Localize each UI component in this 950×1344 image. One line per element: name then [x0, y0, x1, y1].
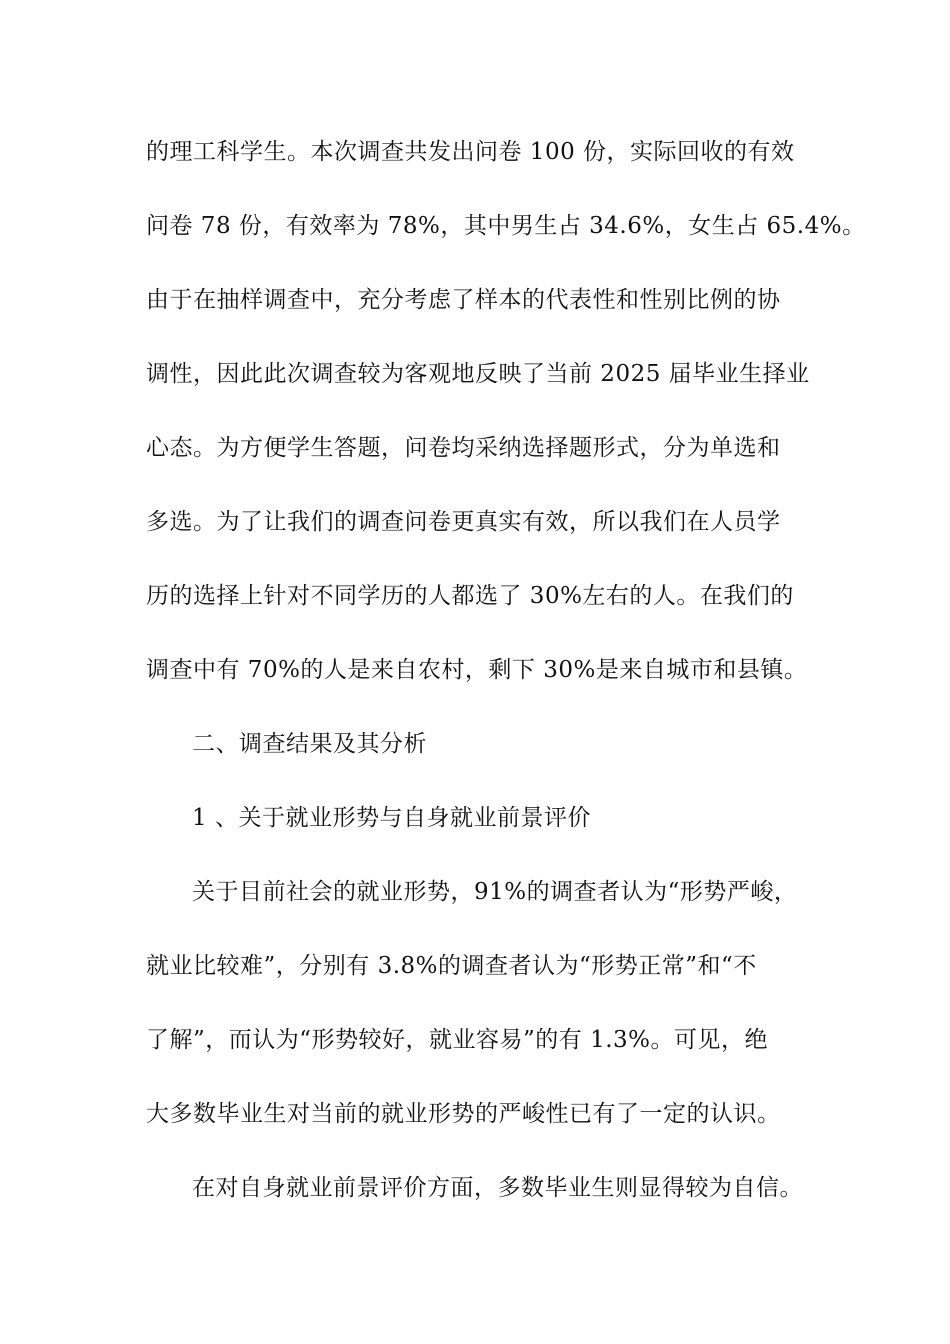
paragraph-line: 就业比较难”，分别有 3.8%的调查者认为“形势正常”和“不: [146, 953, 757, 979]
paragraph-line: 大多数毕业生对当前的就业形势的严峻性已有了一定的认识。: [146, 1101, 781, 1127]
paragraph-line: 调性，因此此次调查较为客观地反映了当前 2025 届毕业生择业: [146, 361, 810, 387]
paragraph-line: 历的选择上针对不同学历的人都选了 30%左右的人。在我们的: [146, 583, 794, 609]
paragraph-line: 调查中有 70%的人是来自农村，剩下 30%是来自城市和县镇。: [146, 657, 808, 683]
paragraph-line: 多选。为了让我们的调查问卷更真实有效，所以我们在人员学: [146, 509, 781, 535]
subsection-heading: 1 、关于就业形势与自身就业前景评价: [192, 805, 591, 831]
paragraph-line: 的理工科学生。本次调查共发出问卷 100 份，实际回收的有效: [146, 139, 795, 165]
paragraph-line: 关于目前社会的就业形势，91%的调查者认为“形势严峻，: [192, 879, 798, 905]
paragraph-line: 了解”，而认为“形势较好，就业容易”的有 1.3%。可见，绝: [146, 1027, 769, 1053]
paragraph-line: 心态。为方便学生答题，问卷均采纳选择题形式，分为单选和: [146, 435, 781, 461]
paragraph-line: 由于在抽样调查中，充分考虑了样本的代表性和性别比例的协: [146, 287, 781, 313]
section-heading: 二、调查结果及其分析: [192, 731, 427, 757]
paragraph-line: 问卷 78 份，有效率为 78%，其中男生占 34.6%，女生占 65.4%。: [146, 213, 866, 239]
paragraph-line: 在对自身就业前景评价方面，多数毕业生则显得较为自信。: [192, 1175, 803, 1201]
